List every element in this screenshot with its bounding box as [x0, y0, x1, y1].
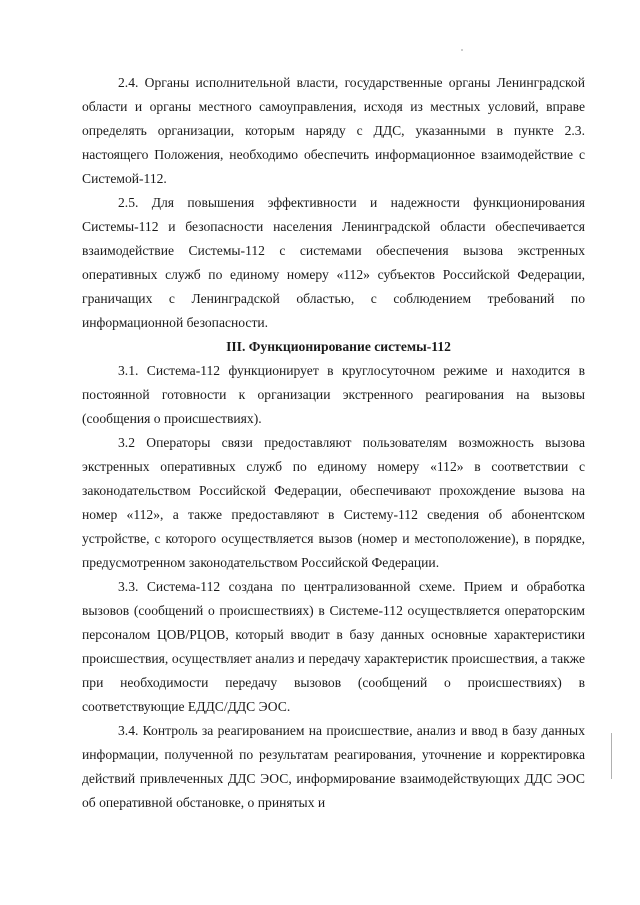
paragraph-3-1: 3.1. Система-112 функционирует в круглосуточном режиме и находится в постоянной готовности к организации экстренного реагирования на вызовы (сообщения о происшествиях). [82, 363, 585, 426]
section-heading: III. Функционирование системы-112 [226, 339, 451, 354]
paragraph-2-5: 2.5. Для повышения эффективности и надежности функционирования Системы-112 и безопасности населения Ленинградской области обеспечивается взаимодействие Системы-112 с системами обеспечения вызова экстренных оперативных служб по единому номеру «112» субъектов Российской Федерации, граничащих с Ленинградской областью, с соблюдением требований по информационной безопасности. [82, 195, 585, 330]
scan-artifact-dot [461, 49, 463, 51]
paragraph-3-3: 3.3. Система-112 создана по централизованной схеме. Прием и обработка вызовов (сообщений о происшествиях) в Системе-112 осуществляется операторским персоналом ЦОВ/РЦОВ, который вводит в базу данных основные характеристики происшествия, осуществляет анализ и передачу характеристик происшествия, а также при необходимости передачу вызовов (сообщений о происшествиях) в соответствующие ЕДДС/ДДС ЭОС. [82, 579, 585, 714]
document-body [82, 71, 585, 815]
paragraph-2-4: 2.4. Органы исполнительной власти, государственные органы Ленинградской области и органы местного самоуправления, исходя из местных условий, вправе определять организации, которым наряду с ДДС, указанными в пункте 2.3. настоящего Положения, необходимо обеспечить информационное взаимодействие с Системой-112. [82, 75, 585, 186]
scan-artifact-line [611, 733, 612, 779]
paragraph-3-2: 3.2 Операторы связи предоставляют пользователям возможность вызова экстренных оперативных служб по единому номеру «112» в соответствии с законодательством Российской Федерации, обеспечивают прохождение вызова на номер «112», а также предоставляют в Систему-112 сведения об абонентском устройстве, с которого осуществляется вызов (номер и местоположение), в порядке, предусмотренном законодательством Российской Федерации. [82, 435, 585, 570]
paragraph-3-4: 3.4. Контроль за реагированием на происшествие, анализ и ввод в базу данных информации, полученной по результатам реагирования, уточнение и корректировка действий привлеченных ДДС ЭОС, информирование взаимодействующих ДДС ЭОС об оперативной обстановке, о принятых и [82, 723, 585, 810]
